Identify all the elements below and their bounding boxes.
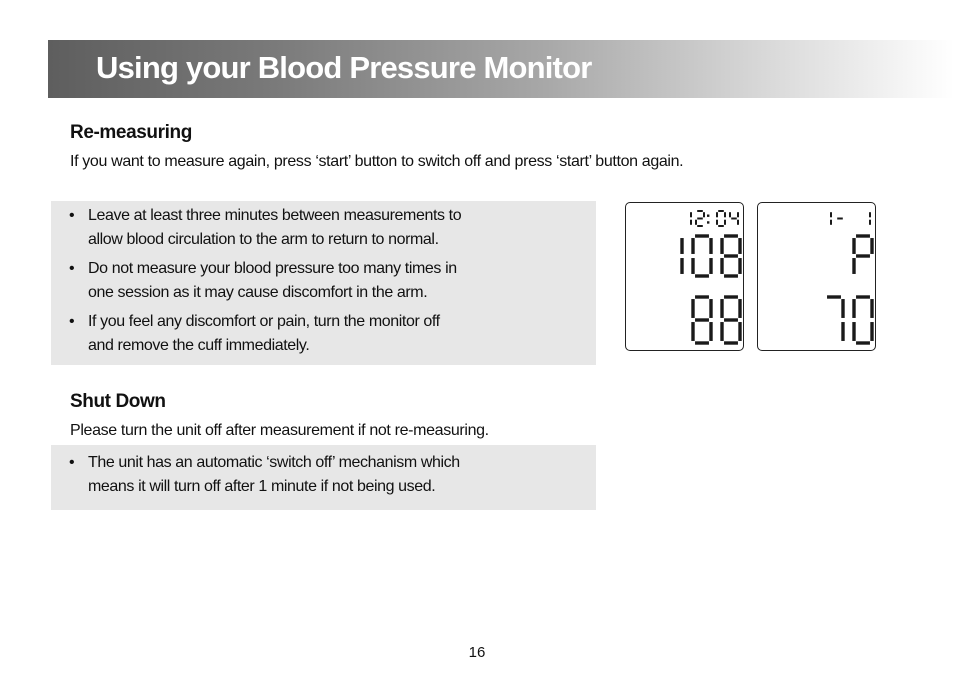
lcd-display-result xyxy=(757,202,876,351)
shutdown-note-box xyxy=(51,445,596,510)
lcd-top-label xyxy=(831,212,870,225)
lcd-value-1 xyxy=(682,236,740,276)
lcd-display-reading xyxy=(625,202,744,351)
lcd-top-label xyxy=(691,211,738,226)
note-item: • Do not measure your blood pressure too many times in one session as it may cause discomfort in the arm. xyxy=(51,257,596,305)
remeasuring-note-box xyxy=(51,201,596,365)
lcd-colon-dot xyxy=(707,221,709,223)
lcd-value-1 xyxy=(854,236,872,274)
lcd-reading-svg xyxy=(626,203,743,350)
remeasuring-heading: Re-measuring xyxy=(70,122,192,143)
page-title: Using your Blood Pressure Monitor xyxy=(96,50,592,85)
shutdown-heading: Shut Down xyxy=(70,391,166,412)
shutdown-intro: Please turn the unit off after measurement if not re-measuring. xyxy=(70,422,489,439)
shutdown-notes xyxy=(51,451,596,499)
note-item: • If you feel any discomfort or pain, turn the monitor off and remove the cuff immediately. xyxy=(51,310,596,358)
lcd-value-2 xyxy=(693,297,740,343)
lcd-result-svg xyxy=(758,203,875,350)
note-item: • Leave at least three minutes between measurements to allow blood circulation to the arm to return to normal. xyxy=(51,204,596,252)
note-item: • The unit has an automatic ‘switch off’ mechanism which means it will turn off after 1 minute if not being used. xyxy=(51,451,596,499)
remeasuring-intro: If you want to measure again, press ‘start’ button to switch off and press ‘start’ button again. xyxy=(70,153,684,170)
lcd-colon-dot xyxy=(707,215,709,217)
remeasuring-notes xyxy=(51,204,596,358)
page-number: 16 xyxy=(468,644,486,661)
lcd-value-2 xyxy=(827,297,872,343)
